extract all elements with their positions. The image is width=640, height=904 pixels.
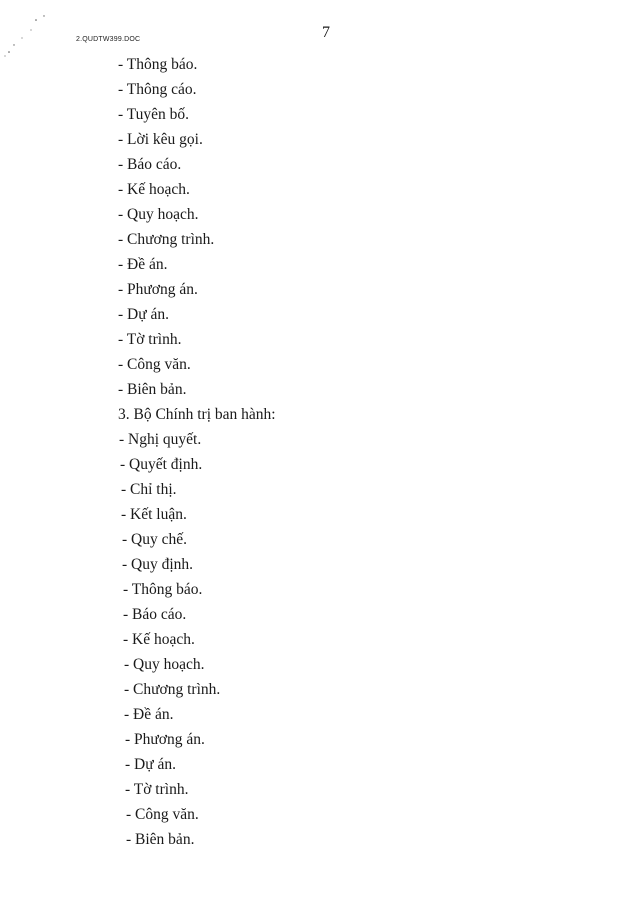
list-item: - Công văn. xyxy=(118,356,191,373)
list-item: - Phương án. xyxy=(118,281,198,298)
list-item: - Thông cáo. xyxy=(118,81,197,98)
page-number: 7 xyxy=(322,24,330,41)
list-item: - Báo cáo. xyxy=(118,156,182,173)
list-item: - Biên bản. xyxy=(118,381,187,398)
list-item: - Chỉ thị. xyxy=(121,481,177,498)
list-item: - Tờ trình. xyxy=(125,781,189,798)
list-item: - Phương án. xyxy=(125,731,205,748)
list-item: - Quy định. xyxy=(122,556,194,573)
list-item: - Lời kêu gọi. xyxy=(118,131,203,148)
list-item: - Thông báo. xyxy=(123,581,203,598)
list-item: - Dự án. xyxy=(125,756,177,773)
list-item: - Đề án. xyxy=(118,256,168,273)
list-item: - Quy hoạch. xyxy=(124,656,205,673)
list-item: - Tuyên bố. xyxy=(118,106,190,123)
list-item: - Kế hoạch. xyxy=(118,181,190,198)
list-item: - Chương trình. xyxy=(118,231,215,248)
list-item: - Tờ trình. xyxy=(118,331,182,348)
list-item: - Dự án. xyxy=(118,306,170,323)
list-item: - Chương trình. xyxy=(124,681,221,698)
file-name-label: 2.QUDTW399.DOC xyxy=(76,36,141,43)
list-item: - Quyết định. xyxy=(120,456,203,473)
list-item: - Đề án. xyxy=(124,706,174,723)
list-item: - Thông báo. xyxy=(118,56,198,73)
section-heading: 3. Bộ Chính trị ban hành: xyxy=(118,406,276,423)
list-item: - Kế hoạch. xyxy=(123,631,195,648)
list-item: - Kết luận. xyxy=(121,506,187,523)
list-item: - Biên bản. xyxy=(126,831,195,848)
list-item: - Quy hoạch. xyxy=(118,206,199,223)
list-item: - Quy chế. xyxy=(122,531,187,548)
list-item: - Công văn. xyxy=(126,806,199,823)
list-item: - Báo cáo. xyxy=(123,606,187,623)
list-item: - Nghị quyết. xyxy=(119,431,202,448)
